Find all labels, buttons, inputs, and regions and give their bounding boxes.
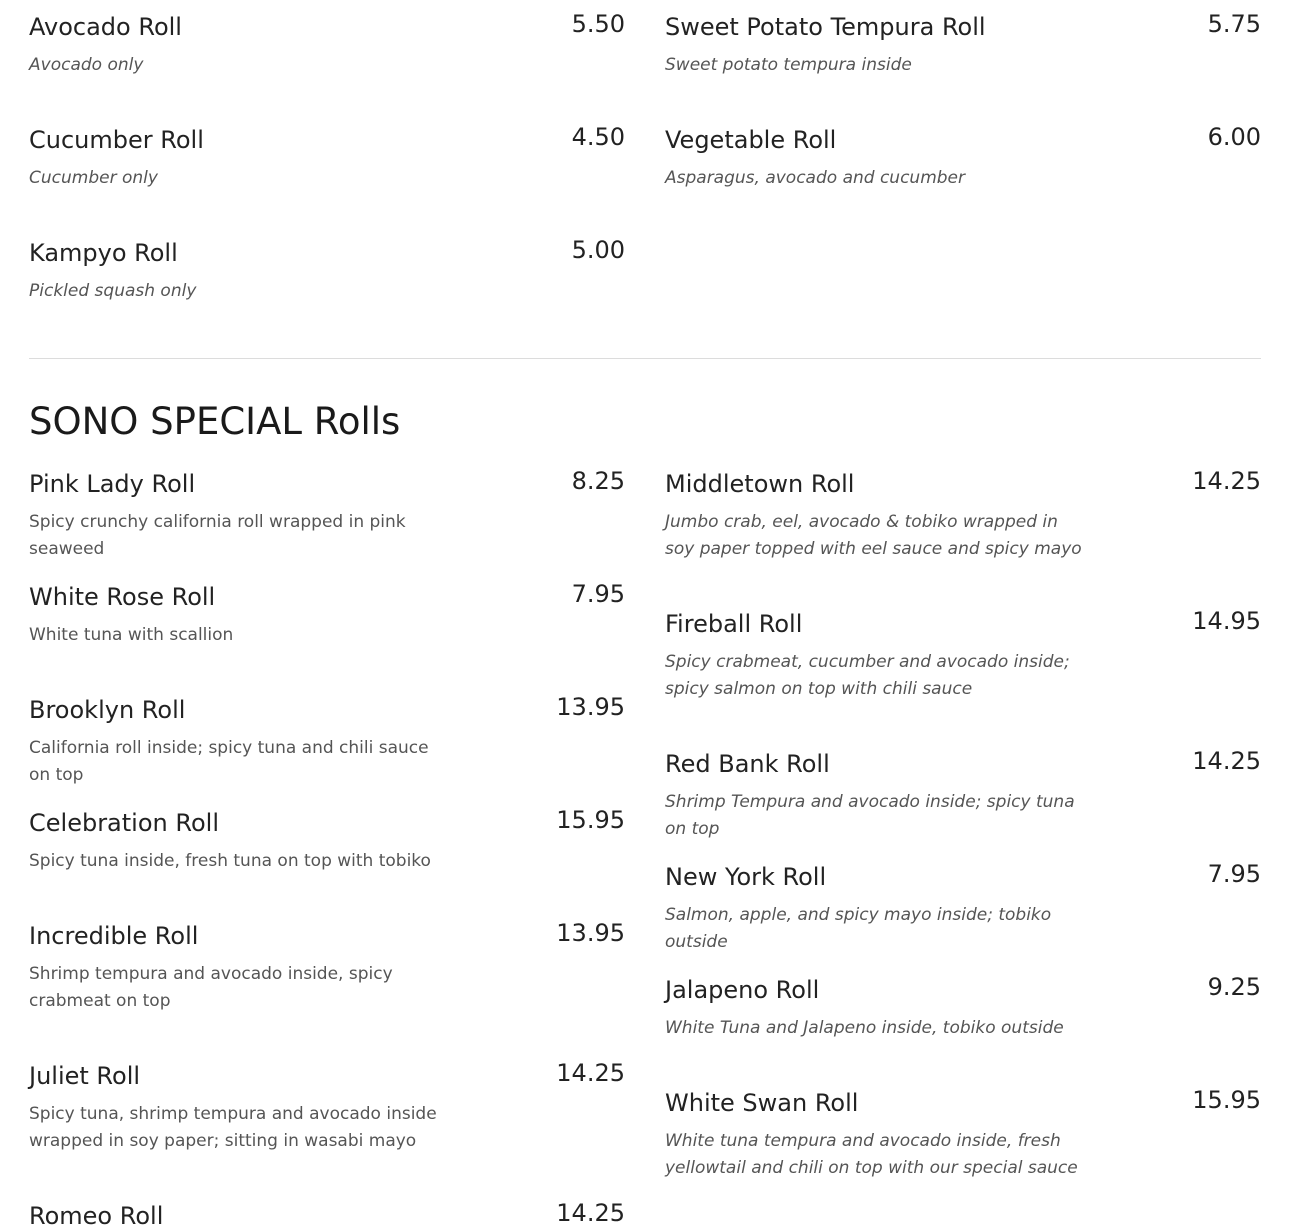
item-name: Fireball Roll xyxy=(665,610,803,638)
item-description: Cucumber only xyxy=(29,168,158,188)
item-description: Sweet potato tempura inside xyxy=(665,55,912,75)
item-description: White tuna tempura and avocado inside, fresh yellowtail and chili on top with our special sauce xyxy=(665,1131,1078,1178)
item-name: Vegetable Roll xyxy=(665,126,837,154)
item-description: Shrimp tempura and avocado inside, spicy crabmeat on top xyxy=(29,964,393,1011)
item-price: 13.95 xyxy=(556,693,625,721)
item-price: 5.75 xyxy=(1207,10,1261,38)
item-description: Spicy tuna, shrimp tempura and avocado inside wrapped in soy paper; sitting in wasabi mayo xyxy=(29,1104,437,1151)
item-price: 8.25 xyxy=(571,467,625,495)
item-name: Incredible Roll xyxy=(29,922,199,950)
item-description: Spicy crunchy california roll wrapped in pink seaweed xyxy=(29,512,406,559)
item-description: Shrimp Tempura and avocado inside; spicy tuna on top xyxy=(665,792,1075,839)
item-name: Kampyo Roll xyxy=(29,239,178,267)
item-price: 6.00 xyxy=(1207,123,1261,151)
item-price: 4.50 xyxy=(571,123,625,151)
item-price: 14.95 xyxy=(1192,607,1261,635)
item-price: 5.00 xyxy=(571,236,625,264)
item-price: 15.95 xyxy=(1192,1086,1261,1114)
item-name: Brooklyn Roll xyxy=(29,696,186,724)
item-name: White Rose Roll xyxy=(29,583,216,611)
item-price: 14.25 xyxy=(1192,747,1261,775)
item-name: Pink Lady Roll xyxy=(29,470,196,498)
item-name: Avocado Roll xyxy=(29,13,182,41)
item-price: 14.25 xyxy=(1192,467,1261,495)
item-description: White Tuna and Jalapeno inside, tobiko outside xyxy=(665,1018,1064,1038)
item-name: Middletown Roll xyxy=(665,470,855,498)
section-divider xyxy=(29,358,1261,359)
item-name: White Swan Roll xyxy=(665,1089,859,1117)
item-name: Cucumber Roll xyxy=(29,126,204,154)
item-name: Celebration Roll xyxy=(29,809,219,837)
item-price: 14.25 xyxy=(556,1059,625,1087)
section-title: SONO SPECIAL Rolls xyxy=(29,400,401,443)
item-description: California roll inside; spicy tuna and chili sauce on top xyxy=(29,738,429,785)
item-price: 9.25 xyxy=(1207,973,1261,1001)
item-price: 13.95 xyxy=(556,919,625,947)
item-price: 5.50 xyxy=(571,10,625,38)
item-description: White tuna with scallion xyxy=(29,625,234,645)
item-description: Spicy tuna inside, fresh tuna on top with tobiko xyxy=(29,851,431,871)
item-description: Pickled squash only xyxy=(29,281,197,301)
item-price: 14.25 xyxy=(556,1199,625,1227)
item-name: New York Roll xyxy=(665,863,827,891)
item-description: Spicy crabmeat, cucumber and avocado inside; spicy salmon on top with chili sauce xyxy=(665,652,1070,699)
item-price: 15.95 xyxy=(556,806,625,834)
item-name: Sweet Potato Tempura Roll xyxy=(665,13,986,41)
item-price: 7.95 xyxy=(571,580,625,608)
item-description: Jumbo crab, eel, avocado & tobiko wrapped in soy paper topped with eel sauce and spicy mayo xyxy=(665,512,1082,559)
item-name: Red Bank Roll xyxy=(665,750,830,778)
item-description: Salmon, apple, and spicy mayo inside; tobiko outside xyxy=(665,905,1052,952)
item-description: Asparagus, avocado and cucumber xyxy=(665,168,965,188)
item-description: Avocado only xyxy=(29,55,144,75)
item-name: Jalapeno Roll xyxy=(665,976,820,1004)
item-name: Juliet Roll xyxy=(29,1062,141,1090)
item-name: Romeo Roll xyxy=(29,1202,164,1230)
item-price: 7.95 xyxy=(1207,860,1261,888)
